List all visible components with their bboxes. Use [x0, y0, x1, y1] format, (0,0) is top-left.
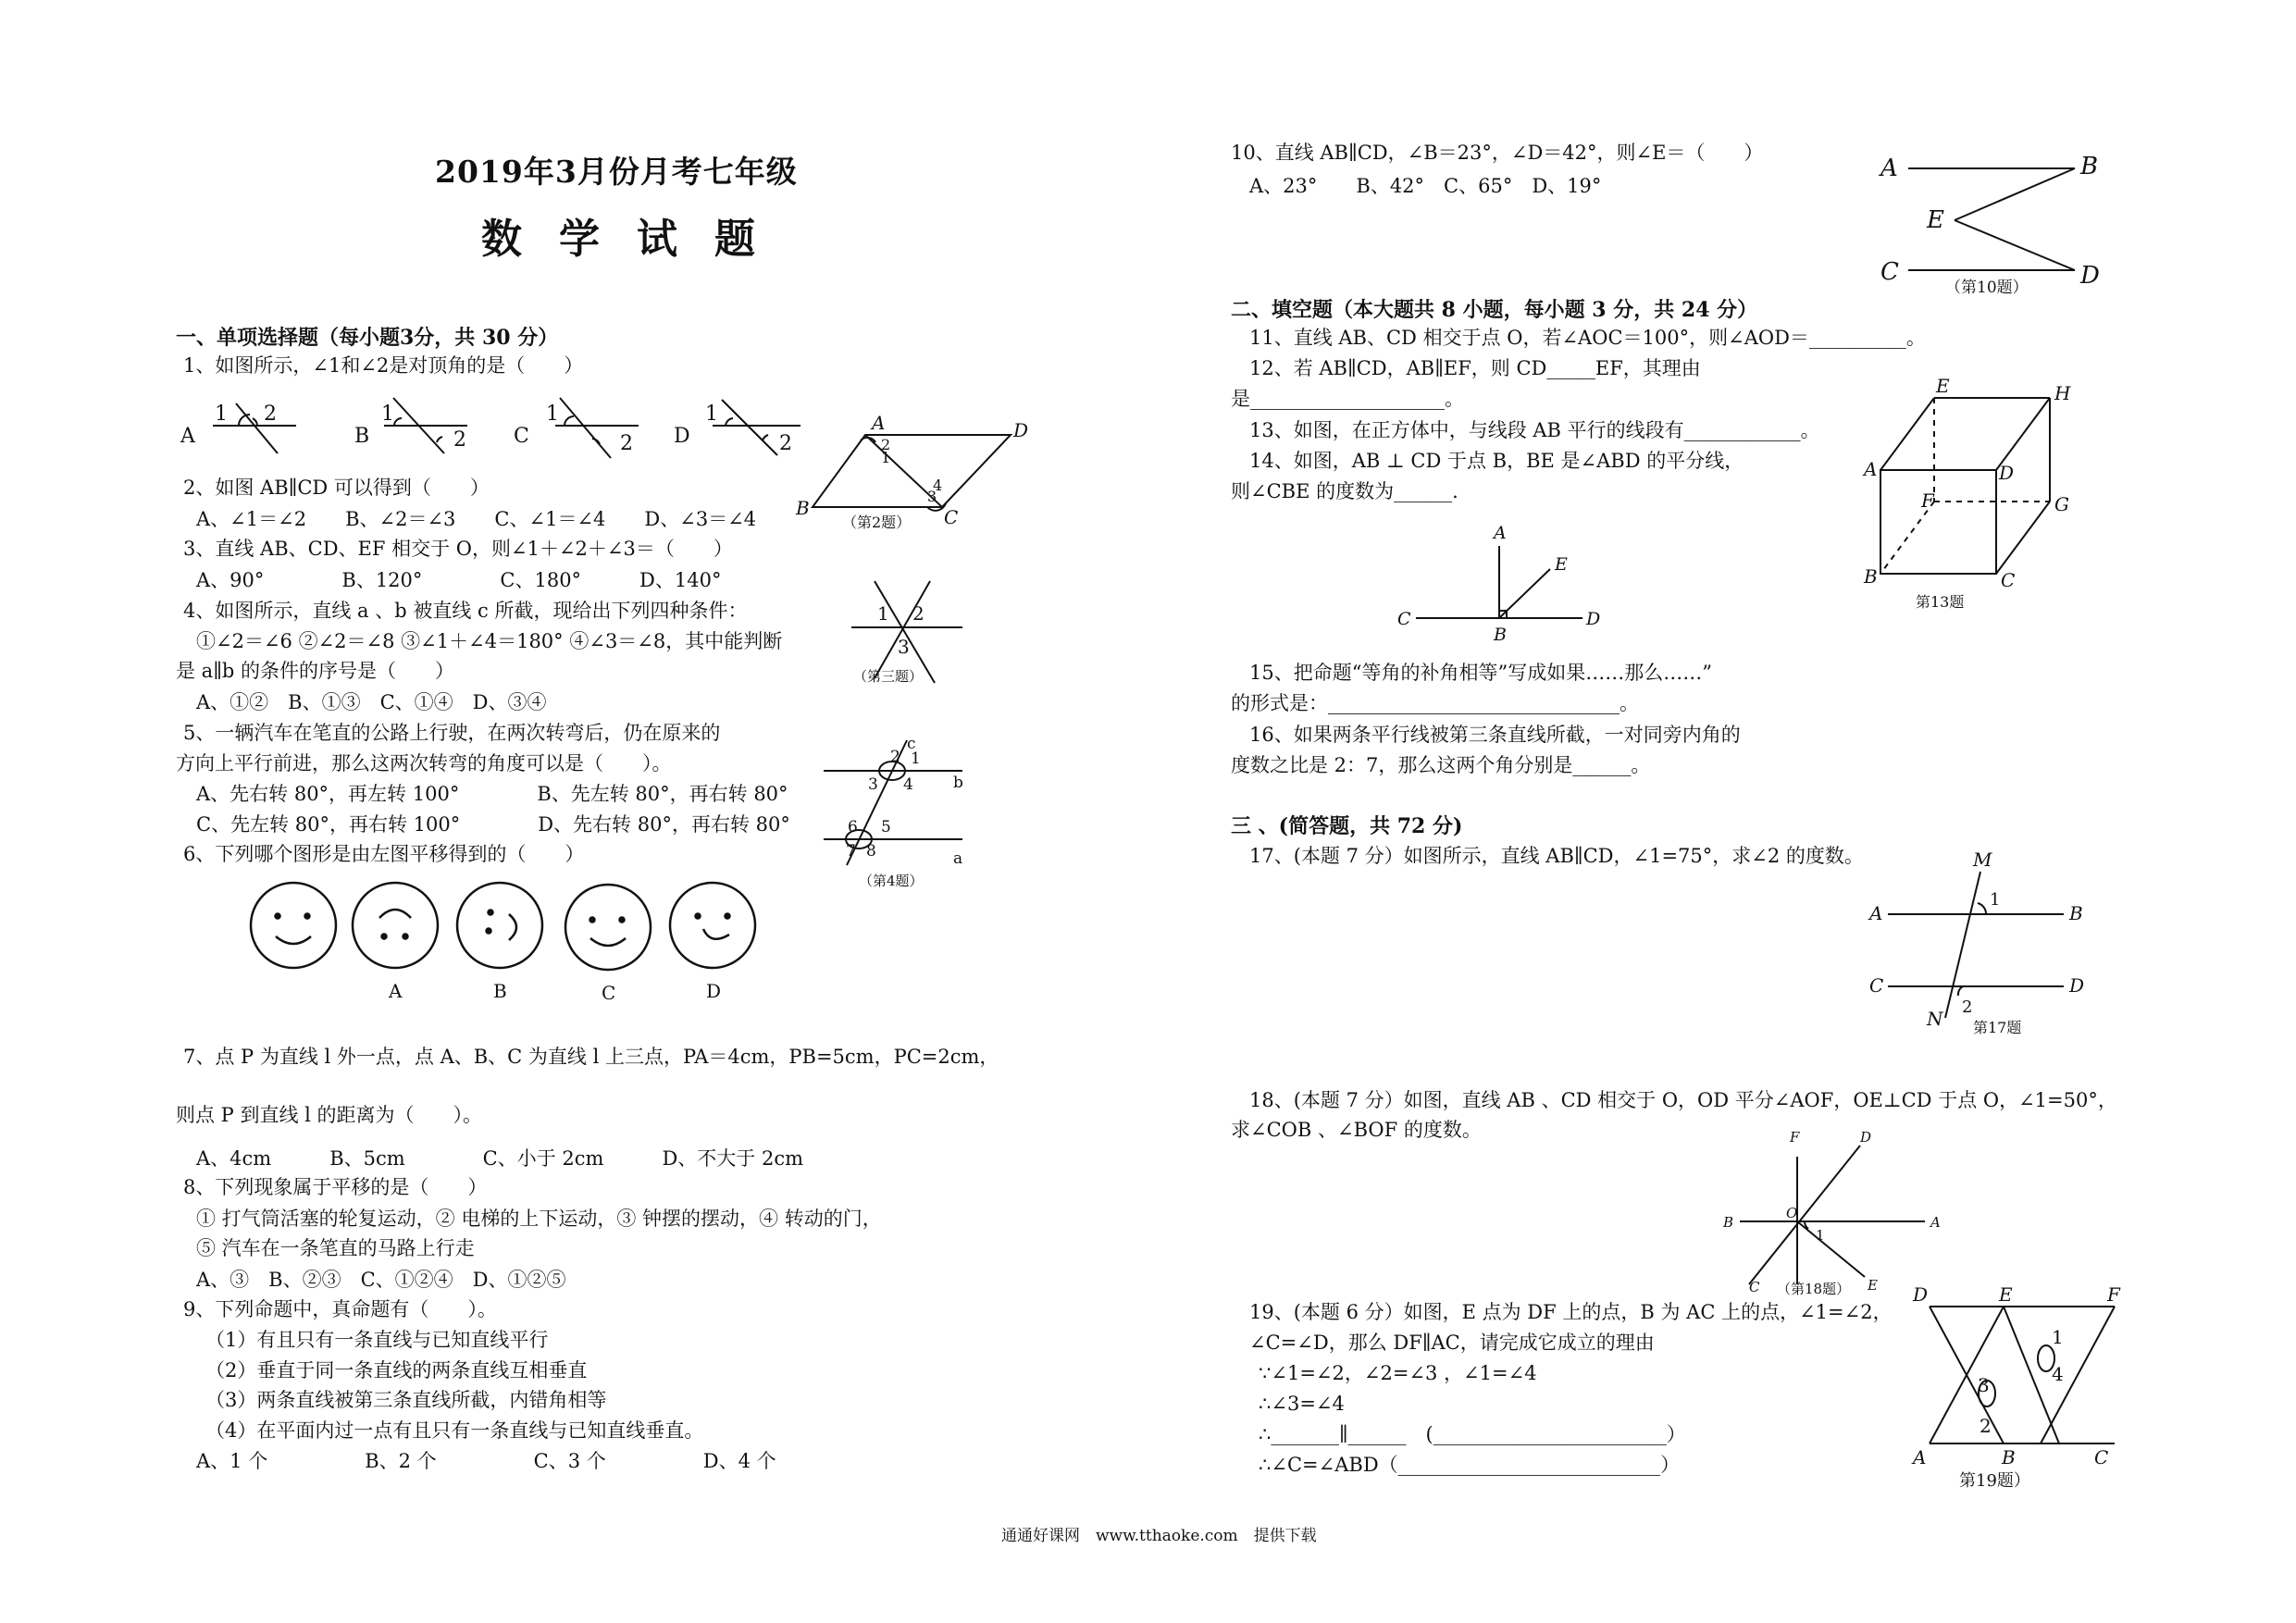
q19-text: 19、(本题 6 分）如图，E 点为 DF 上的点，B 为 AC 上的点，∠1=∠2，: [1249, 1301, 1893, 1323]
q10-text: 10、直线 AB∥CD，∠B＝23°，∠D＝42°，则∠E＝（ ）: [1231, 142, 1764, 164]
svg-text:D: D: [2069, 974, 2085, 997]
svg-text:6: 6: [848, 818, 858, 836]
svg-text:2: 2: [881, 436, 891, 453]
q5-options-ab: A、先右转 80°，再左转 100° B、先左转 80°，再右转 80°: [196, 783, 788, 805]
q7-text-2: 则点 P 到直线 l 的距离为（ ）。: [176, 1104, 483, 1126]
svg-text:F: F: [2107, 1283, 2120, 1306]
q14-text: 14、如图，AB ⊥ CD 于点 B，BE 是∠ABD 的平分线，: [1249, 450, 1744, 472]
svg-text:N: N: [1927, 1008, 1943, 1030]
q8-items-2: ⑤ 汽车在一条笔直的马路上行走: [196, 1237, 475, 1259]
q14-text-2: 则∠CBE 的度数为______.: [1231, 480, 1458, 502]
q9-item-2: （2）垂直于同一条直线的两条直线互相垂直: [205, 1359, 588, 1381]
q15-text-2: 的形式是：______________________________。: [1231, 692, 1639, 714]
q19-text-2: ∠C=∠D，那么 DF∥AC，请完成它成立的理由: [1249, 1332, 1655, 1354]
svg-text:2: 2: [1980, 1415, 1992, 1437]
svg-text:A: A: [1494, 523, 1507, 543]
q9-item-3: （3）两条直线被第三条直线所截，内错角相等: [205, 1389, 607, 1411]
q9-options: A、1 个 B、2 个 C、3 个 D、4 个: [196, 1450, 776, 1472]
svg-text:F: F: [1921, 489, 1934, 512]
svg-text:1: 1: [215, 403, 228, 426]
q19-step-4: ∴∠C=∠ABD（___________________________）: [1259, 1454, 1681, 1476]
section-3-heading: 三 、(简答题，共 72 分): [1231, 814, 1463, 838]
svg-text:C: C: [2094, 1446, 2109, 1468]
q8-text: 8、下列现象属于平移的是（ ）: [183, 1176, 488, 1198]
section-2-heading: 二、填空题（本大题共 8 小题，每小题 3 分，共 24 分）: [1231, 298, 1758, 322]
q9-item-4: （4）在平面内过一点有且只有一条直线与已知直线垂直。: [205, 1419, 704, 1442]
svg-text:3: 3: [927, 488, 937, 505]
q1-figure: [176, 389, 805, 463]
q2-options: A、∠1＝∠2 B、∠2＝∠3 C、∠1＝∠4 D、∠3＝∠4: [196, 508, 757, 530]
svg-text:D: D: [1586, 609, 1601, 629]
svg-text:3: 3: [1978, 1374, 1990, 1396]
svg-text:2: 2: [1962, 997, 1973, 1017]
svg-text:4: 4: [903, 775, 913, 794]
svg-text:3: 3: [868, 775, 878, 794]
svg-text:5: 5: [881, 818, 891, 836]
q11-text: 11、直线 AB、CD 相交于点 O，若∠AOC＝100°，则∠AOD＝__________。: [1249, 327, 1926, 349]
svg-text:E: E: [1936, 375, 1950, 397]
q16-text-2: 度数之比是 2：7，那么这两个角分别是______。: [1231, 754, 1651, 776]
q14-figure: [1397, 518, 1601, 648]
svg-text:E: E: [1927, 206, 1944, 234]
footer-text: 通通好课网 www.tthaoke.com 提供下载: [1001, 1527, 1317, 1545]
svg-text:D: D: [1013, 419, 1029, 441]
svg-text:b: b: [953, 774, 963, 792]
q6-option-c: C: [602, 982, 616, 1004]
q7-text: 7、点 P 为直线 l 外一点，点 A、B、C 为直线 l 上三点，PA＝4cm，PB=5cm，PC=2cm，: [183, 1046, 999, 1068]
svg-text:2: 2: [779, 432, 792, 455]
svg-text:E: E: [1555, 554, 1568, 575]
q3-options: A、90° B、120° C、180° D、140°: [196, 569, 722, 591]
svg-text:G: G: [2054, 493, 2069, 515]
q18-text-2: 求∠COB 、∠BOF 的度数。: [1231, 1119, 1482, 1141]
svg-text:A: A: [872, 412, 886, 434]
q5-text-2: 方向上平行前进，那么这两次转弯的角度可以是（ ）。: [176, 752, 672, 774]
svg-text:8: 8: [866, 842, 876, 861]
q4-options: A、①② B、①③ C、①④ D、③④: [196, 691, 547, 713]
svg-text:F: F: [1790, 1129, 1800, 1146]
svg-text:2: 2: [912, 602, 925, 625]
svg-text:B: B: [796, 497, 810, 519]
svg-text:A: A: [1869, 902, 1883, 924]
svg-text:1: 1: [1990, 890, 2001, 910]
q18-text: 18、(本题 7 分）如图，直线 AB 、CD 相交于 O，OD 平分∠AOF，OE⊥CD 于点 O，∠1=50°，: [1249, 1089, 2117, 1111]
q19-figure: [1911, 1284, 2124, 1497]
q2-figure: [796, 412, 1036, 535]
svg-text:H: H: [2054, 382, 2071, 404]
svg-text:1: 1: [1816, 1227, 1825, 1244]
q13-text: 13、如图，在正方体中，与线段 AB 平行的线段有____________。: [1249, 419, 1820, 441]
q19-step-2: ∴∠3=∠4: [1259, 1393, 1345, 1415]
q4-conditions: ①∠2＝∠6 ②∠2＝∠8 ③∠1＋∠4＝180° ④∠3＝∠8，其中能判断: [196, 630, 783, 652]
svg-text:B: B: [1723, 1214, 1734, 1231]
svg-text:A: A: [1930, 1214, 1941, 1231]
q12-text-2: 是____________________。: [1231, 388, 1464, 410]
q4-caption: （第4题）: [859, 873, 924, 889]
svg-text:A: A: [1864, 458, 1878, 480]
q10-caption: （第10题）: [1945, 279, 2029, 297]
svg-text:D: D: [1999, 462, 2015, 484]
svg-text:4: 4: [933, 477, 943, 494]
q17-caption: 第17题: [1973, 1019, 2022, 1036]
svg-text:E: E: [1868, 1277, 1878, 1294]
svg-text:B: B: [2002, 1446, 2016, 1468]
svg-text:c: c: [907, 735, 916, 753]
q5-options-cd: C、先左转 80°，再右转 100° D、先右转 80°，再右转 80°: [196, 813, 790, 836]
q4-text: 4、如图所示，直线 a 、b 被直线 c 所截，现给出下列四种条件：: [183, 600, 748, 622]
svg-text:B: B: [1494, 625, 1507, 645]
svg-text:2: 2: [453, 428, 466, 452]
q8-options: A、③ B、②③ C、①②④ D、①②⑤: [196, 1269, 566, 1291]
q1-text: 1、如图所示，∠1和∠2是对顶角的是（ ）: [183, 354, 584, 377]
svg-text:1: 1: [881, 449, 891, 466]
svg-text:C: C: [1749, 1279, 1760, 1295]
svg-text:A: A: [1880, 155, 1898, 182]
q1-option-a: A: [180, 425, 195, 448]
q2-caption: （第2题）: [842, 514, 912, 531]
q18-caption: （第18题）: [1777, 1281, 1851, 1297]
page-subtitle: 数学试题: [481, 216, 792, 263]
q6-figure: [241, 879, 777, 1009]
section-1-heading: 一、单项选择题（每小题3分，共 30 分）: [176, 326, 559, 350]
svg-text:D: D: [2080, 262, 2100, 290]
q4-figure: [814, 736, 1009, 893]
svg-text:C: C: [944, 506, 959, 528]
q6-option-a: A: [389, 980, 403, 1002]
svg-text:B: B: [2080, 153, 2099, 180]
q9-text: 9、下列命题中，真命题有（ ）。: [183, 1298, 497, 1320]
q6-option-d: D: [706, 980, 722, 1002]
q19-caption: 第19题）: [1959, 1471, 2030, 1491]
page-title: 2019年3月份月考七年级: [435, 154, 798, 190]
svg-text:2: 2: [620, 432, 633, 455]
q1-option-d: D: [674, 425, 690, 448]
svg-text:a: a: [953, 849, 963, 868]
q3-caption: （第三题）: [853, 668, 924, 685]
svg-text:B: B: [2069, 902, 2083, 924]
svg-text:D: D: [1913, 1283, 1929, 1306]
svg-text:C: C: [1880, 258, 1899, 286]
q13-caption: 第13题: [1916, 593, 1965, 611]
svg-text:B: B: [1864, 565, 1878, 588]
svg-text:7: 7: [846, 842, 856, 861]
svg-text:1: 1: [911, 750, 921, 768]
svg-text:4: 4: [2052, 1363, 2064, 1385]
q6-text: 6、下列哪个图形是由左图平移得到的（ ）: [183, 843, 585, 865]
q2-text: 2、如图 AB∥CD 可以得到（ ）: [183, 477, 490, 499]
svg-text:M: M: [1973, 849, 1992, 871]
svg-text:1: 1: [546, 403, 559, 426]
q3-text: 3、直线 AB、CD、EF 相交于 O，则∠1＋∠2＋∠3＝（ ）: [183, 538, 733, 560]
q10-figure: [1869, 148, 2110, 305]
svg-text:C: C: [1869, 974, 1884, 997]
q9-item-1: （1）有且只有一条直线与已知直线平行: [205, 1329, 549, 1351]
q19-step-1: ∵∠1=∠2，∠2=∠3 ，∠1=∠4: [1259, 1362, 1537, 1384]
q7-options: A、4cm B、5cm C、小于 2cm D、不大于 2cm: [196, 1147, 803, 1170]
q4-question: 是 a∥b 的条件的序号是（ ）: [176, 660, 455, 682]
q8-items: ① 打气筒活塞的轮复运动，② 电梯的上下运动，③ 钟摆的摆动，④ 转动的门，: [196, 1208, 882, 1230]
svg-text:O: O: [1786, 1205, 1798, 1221]
q1-option-b: B: [354, 425, 370, 448]
q13-figure: [1851, 375, 2091, 618]
svg-text:E: E: [1999, 1283, 2013, 1306]
svg-text:C: C: [1397, 609, 1411, 629]
q1-option-c: C: [514, 425, 529, 448]
svg-text:2: 2: [890, 748, 900, 766]
q15-text: 15、把命题“等角的补角相等”写成如果……那么……”: [1249, 662, 1712, 684]
q12-text: 12、若 AB∥CD，AB∥EF，则 CD_____EF，其理由: [1249, 357, 1701, 379]
svg-text:2: 2: [264, 403, 277, 426]
svg-text:A: A: [1913, 1446, 1927, 1468]
q16-text: 16、如果两条平行线被第三条直线所截，一对同旁内角的: [1249, 724, 1741, 746]
q19-step-3: ∴_______∥______ (________________________）: [1259, 1423, 1686, 1445]
q17-text: 17、(本题 7 分）如图所示，直线 AB∥CD，∠1=75°，求∠2 的度数。: [1249, 845, 1864, 867]
q17-figure: [1860, 849, 2101, 1044]
svg-text:1: 1: [705, 403, 718, 426]
q5-text: 5、一辆汽车在笔直的公路上行驶，在两次转弯后，仍在原来的: [183, 722, 721, 744]
q18-figure: [1712, 1127, 1953, 1297]
svg-text:1: 1: [2052, 1326, 2064, 1348]
svg-text:3: 3: [898, 636, 910, 658]
svg-text:C: C: [2001, 569, 2016, 591]
svg-text:1: 1: [877, 602, 889, 625]
svg-text:D: D: [1860, 1129, 1872, 1146]
svg-text:1: 1: [381, 403, 394, 426]
q10-options: A、23° B、42° C、65° D、19°: [1249, 175, 1602, 197]
q3-figure: [842, 572, 981, 692]
q6-option-b: B: [493, 980, 507, 1002]
